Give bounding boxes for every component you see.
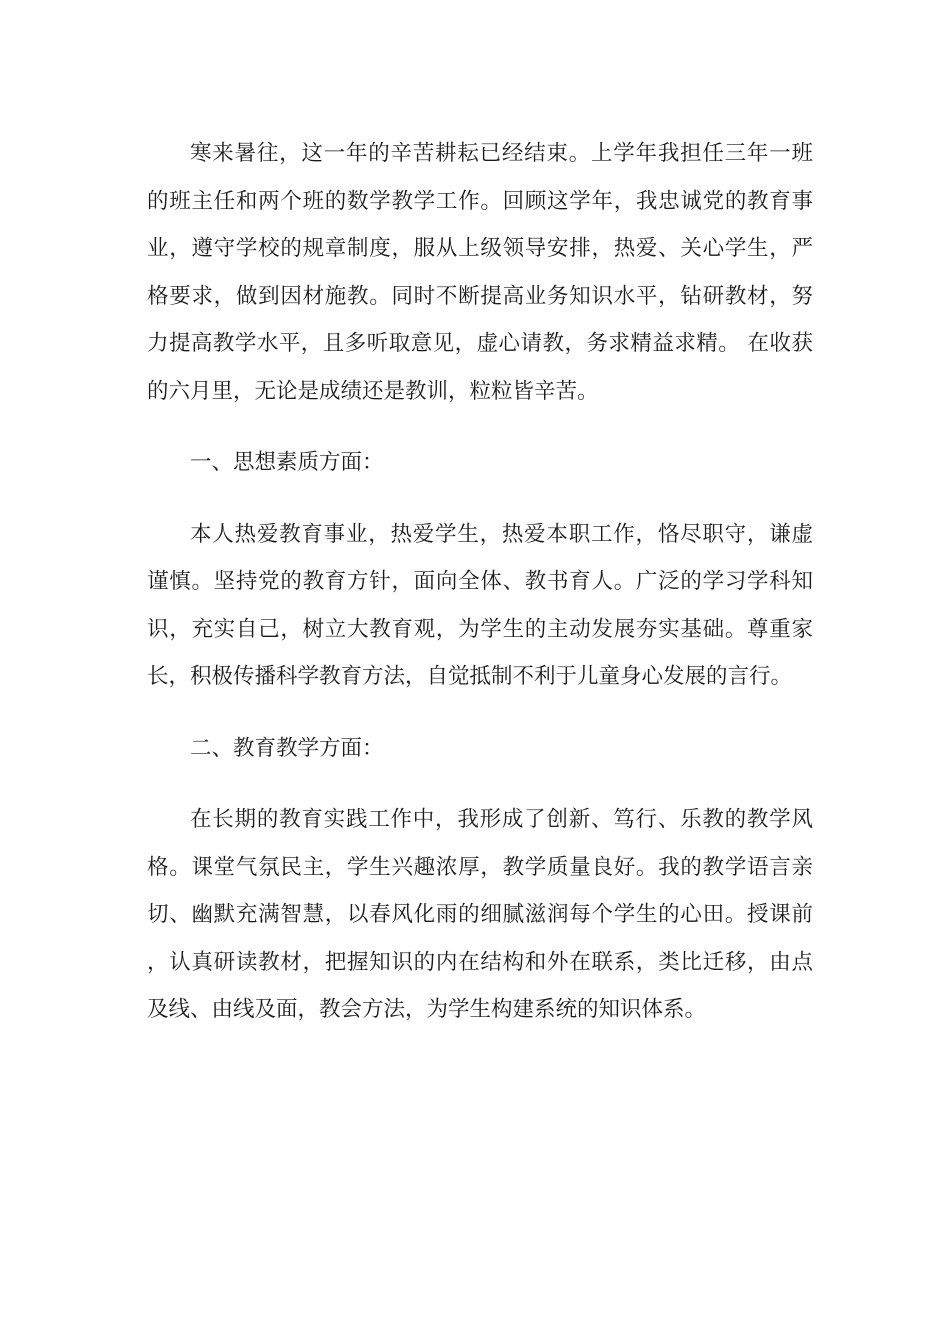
intro-paragraph: 寒来暑往，这一年的辛苦耕耘已经结束。上学年我担任三年一班的班主任和两个班的数学教学工作。回顾这学年，我忠诚党的教育事业，遵守学校的规章制度，服从上级领导安排，热爱、关心学生，严格要求，做到因材施教。同时不断提高业务知识水平，钻研教材，努力提高教学水平，且多听取意见，虚心请教，务求精益求精。 在收获的六月里，无论是成绩还是教训，粒粒皆辛苦。 (147, 141, 813, 404)
ideology-paragraph: 本人热爱教育事业，热爱学生，热爱本职工作，恪尽职守，谦虚谨慎。坚持党的教育方针，面向全体、教书育人。广泛的学习学科知识，充实自己，树立大教育观，为学生的主动发展夯实基础。尊重家长，积极传播科学教育方法，自觉抵制不利于儿童身心发展的言行。 (147, 521, 813, 689)
section-heading-teaching: 二、教育教学方面： (190, 735, 384, 761)
teaching-paragraph: 在长期的教育实践工作中，我形成了创新、笃行、乐教的教学风格。课堂气氛民主，学生兴趣浓厚，教学质量良好。我的教学语言亲切、幽默充满智慧，以春风化雨的细腻滋润每个学生的心田。授课前，认真研读教材，把握知识的内在结构和外在联系，类比迁移，由点及线、由线及面，教会方法，为学生构建系统的知识体系。 (147, 807, 813, 1022)
document-body (147, 130, 813, 1058)
section-heading-ideology: 一、思想素质方面： (190, 450, 384, 475)
